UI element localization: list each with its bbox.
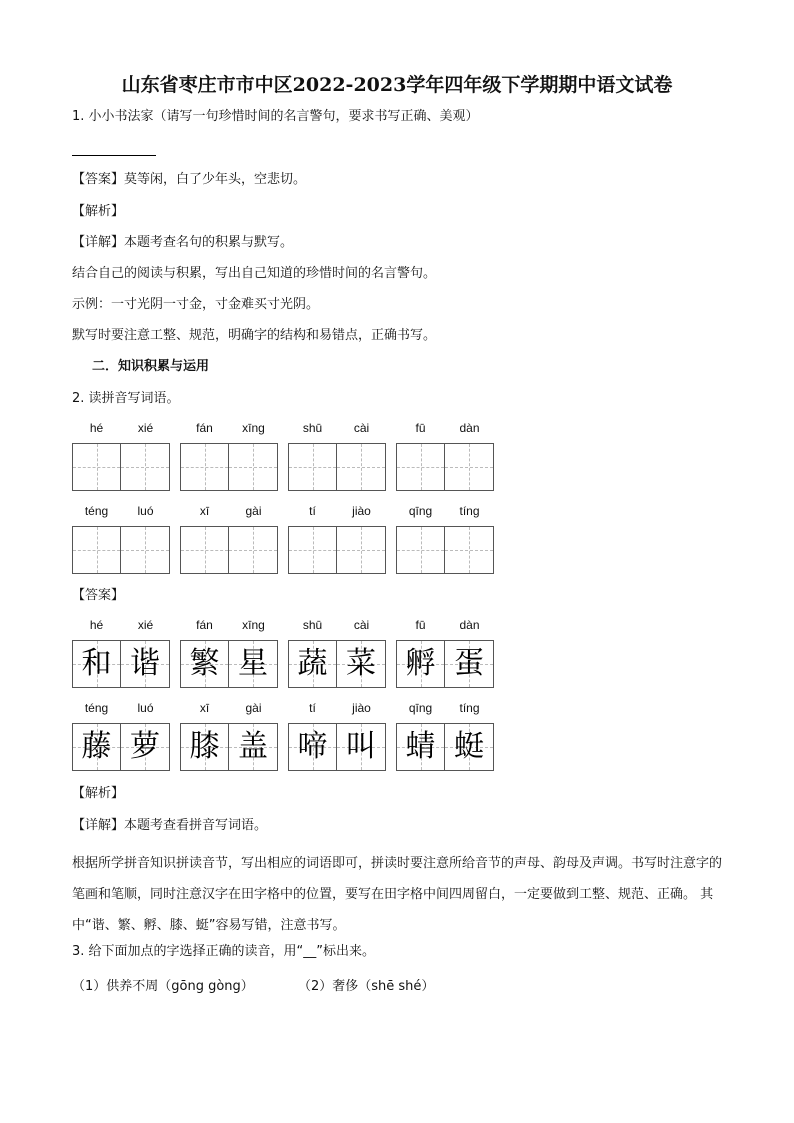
question-3-item-2: （2）奢侈（shē shé） <box>298 979 435 994</box>
answer-character: 啼 <box>297 729 328 764</box>
pinyin-label: dàn <box>459 421 480 435</box>
word-group <box>72 618 170 690</box>
tianzige-cell[interactable] <box>73 527 121 573</box>
pinyin-label: téng <box>84 701 109 715</box>
tianzige-box[interactable] <box>288 526 386 574</box>
pinyin-label: xīng <box>242 618 265 632</box>
answer-character: 繁 <box>189 646 220 681</box>
answer-character: 星 <box>238 646 268 681</box>
pinyin-label: fán <box>196 618 213 632</box>
answer-character: 蔬 <box>297 646 328 681</box>
tianzige-box <box>180 640 278 688</box>
tianzige-cell <box>73 724 121 770</box>
tianzige-box <box>72 723 170 771</box>
tianzige-cell[interactable] <box>397 444 445 490</box>
question-3-item-1: （1）供养不周（gōng gòng） <box>72 979 254 994</box>
pinyin-label: tí <box>309 701 316 715</box>
tianzige-cell <box>289 724 337 770</box>
tianzige-cell <box>337 724 385 770</box>
tianzige-cell <box>181 641 229 687</box>
pinyin-label: cài <box>353 421 370 435</box>
tianzige-cell[interactable] <box>229 527 277 573</box>
question-1-text: 1. 小小书法家（请写一句珍惜时间的名言警句，要求书写正确、美观） <box>72 109 479 124</box>
answer-character: 谐 <box>130 646 160 681</box>
tianzige-cell <box>289 641 337 687</box>
question-1-example: 示例：一寸光阴一寸金，寸金难买寸光阴。 <box>72 297 320 312</box>
word-group <box>72 421 170 493</box>
pinyin-label: fū <box>415 421 426 435</box>
tianzige-cell[interactable] <box>229 444 277 490</box>
word-group <box>72 504 170 576</box>
answer-character: 蜓 <box>454 729 484 764</box>
tianzige-cell[interactable] <box>181 444 229 490</box>
word-group <box>396 504 494 576</box>
question-2-text: 2. 读拼音写词语。 <box>72 391 180 406</box>
question-1-paragraph: 默写时要注意工整、规范，明确字的结构和易错点，正确书写。 <box>72 328 437 343</box>
pinyin-label: hé <box>89 618 104 632</box>
pinyin-label: hé <box>89 421 104 435</box>
pinyin-label: tí <box>309 504 316 518</box>
tianzige-cell <box>397 641 445 687</box>
tianzige-box <box>396 723 494 771</box>
question-3-text: 3. 给下面加点的字选择正确的读音，用“__”标出来。 <box>72 944 376 959</box>
question-1-paragraph: 结合自己的阅读与积累，写出自己知道的珍惜时间的名言警句。 <box>72 266 437 281</box>
tianzige-cell <box>181 724 229 770</box>
tianzige-cell[interactable] <box>445 527 493 573</box>
pinyin-label: xīng <box>242 421 265 435</box>
pinyin-label: jiào <box>352 504 371 518</box>
tianzige-cell[interactable] <box>337 527 385 573</box>
pinyin-label: gài <box>245 504 262 518</box>
pinyin-label: xié <box>137 421 154 435</box>
question-2-paragraph: 根据所学拼音知识拼读音节，写出相应的词语即可，拼读时要注意所给音节的声母、韵母及声调。书写时注意字的笔画和笔顺，同时注意汉字在田字格中的位置，要写在田字格中间四周留白，一定要做到工整、规范、正确。 其中“谐、繁、孵、膝、蜓”容易写错，注意书写。 <box>72 856 723 933</box>
page-title: 山东省枣庄市市中区2022-2023学年四年级下学期期中语文试卷 <box>121 74 673 96</box>
tianzige-box <box>180 723 278 771</box>
word-group <box>288 701 386 773</box>
grid-row <box>72 421 502 493</box>
question-1-answer: 【答案】莫等闲，白了少年头，空悲切。 <box>72 172 307 187</box>
tianzige-box[interactable] <box>396 443 494 491</box>
tianzige-cell <box>73 641 121 687</box>
word-group <box>396 618 494 690</box>
tianzige-box[interactable] <box>180 443 278 491</box>
tianzige-cell <box>229 724 277 770</box>
tianzige-box[interactable] <box>72 443 170 491</box>
answer-character: 盖 <box>238 729 268 764</box>
question-1-analysis-label: 【解析】 <box>72 204 125 219</box>
tianzige-cell[interactable] <box>289 444 337 490</box>
tianzige-box <box>396 640 494 688</box>
question-2-analysis-label: 【解析】 <box>72 786 125 801</box>
tianzige-cell[interactable] <box>121 527 169 573</box>
pinyin-label: qīng <box>408 701 433 715</box>
pinyin-label: xié <box>137 618 154 632</box>
tianzige-box[interactable] <box>72 526 170 574</box>
pinyin-label: tíng <box>459 701 480 715</box>
answer-character: 菜 <box>346 646 376 681</box>
tianzige-cell <box>229 641 277 687</box>
pinyin-label: qīng <box>408 504 433 518</box>
tianzige-box <box>288 723 386 771</box>
tianzige-cell[interactable] <box>397 527 445 573</box>
answer-character: 孵 <box>405 646 436 681</box>
grid-row <box>72 701 502 773</box>
answer-blank-line <box>72 155 156 156</box>
word-group <box>396 421 494 493</box>
word-group <box>180 421 278 493</box>
pinyin-label: gài <box>245 701 262 715</box>
tianzige-cell <box>445 641 493 687</box>
word-group <box>180 701 278 773</box>
tianzige-cell <box>337 641 385 687</box>
tianzige-cell <box>445 724 493 770</box>
tianzige-cell[interactable] <box>445 444 493 490</box>
answer-character: 和 <box>81 646 112 681</box>
tianzige-cell[interactable] <box>181 527 229 573</box>
word-group <box>180 504 278 576</box>
tianzige-cell <box>121 724 169 770</box>
tianzige-cell <box>397 724 445 770</box>
tianzige-cell[interactable] <box>289 527 337 573</box>
pinyin-label: xī <box>199 701 210 715</box>
word-group <box>396 701 494 773</box>
answer-character: 藤 <box>81 729 112 764</box>
word-group <box>288 421 386 493</box>
tianzige-cell[interactable] <box>337 444 385 490</box>
pinyin-label: luó <box>137 504 154 518</box>
answer-character: 蜻 <box>405 729 436 764</box>
answer-character: 膝 <box>189 729 220 764</box>
question-2-answer-label: 【答案】 <box>72 588 125 603</box>
tianzige-cell[interactable] <box>73 444 121 490</box>
pinyin-label: cài <box>353 618 370 632</box>
word-group <box>180 618 278 690</box>
pinyin-label: dàn <box>459 618 480 632</box>
pinyin-label: téng <box>84 504 109 518</box>
tianzige-box <box>288 640 386 688</box>
word-group <box>72 701 170 773</box>
tianzige-cell <box>121 641 169 687</box>
pinyin-label: fū <box>415 618 426 632</box>
pinyin-label: tíng <box>459 504 480 518</box>
grid-row <box>72 618 502 690</box>
tianzige-cell[interactable] <box>121 444 169 490</box>
pinyin-label: jiào <box>352 701 371 715</box>
pinyin-label: fán <box>196 421 213 435</box>
pinyin-label: shū <box>302 421 323 435</box>
pinyin-label: luó <box>137 701 154 715</box>
pinyin-label: xī <box>199 504 210 518</box>
answer-character: 蛋 <box>454 646 484 681</box>
word-group <box>288 618 386 690</box>
tianzige-box[interactable] <box>180 526 278 574</box>
word-group <box>288 504 386 576</box>
tianzige-box[interactable] <box>288 443 386 491</box>
grid-row <box>72 504 502 576</box>
tianzige-box[interactable] <box>396 526 494 574</box>
answer-character: 萝 <box>130 729 160 764</box>
section-heading: 二．知识积累与运用 <box>92 359 210 374</box>
tianzige-box <box>72 640 170 688</box>
question-2-detail: 【详解】本题考查看拼音写词语。 <box>72 818 268 833</box>
question-1-detail: 【详解】本题考查名句的积累与默写。 <box>72 235 294 250</box>
pinyin-label: shū <box>302 618 323 632</box>
answer-character: 叫 <box>346 729 376 764</box>
